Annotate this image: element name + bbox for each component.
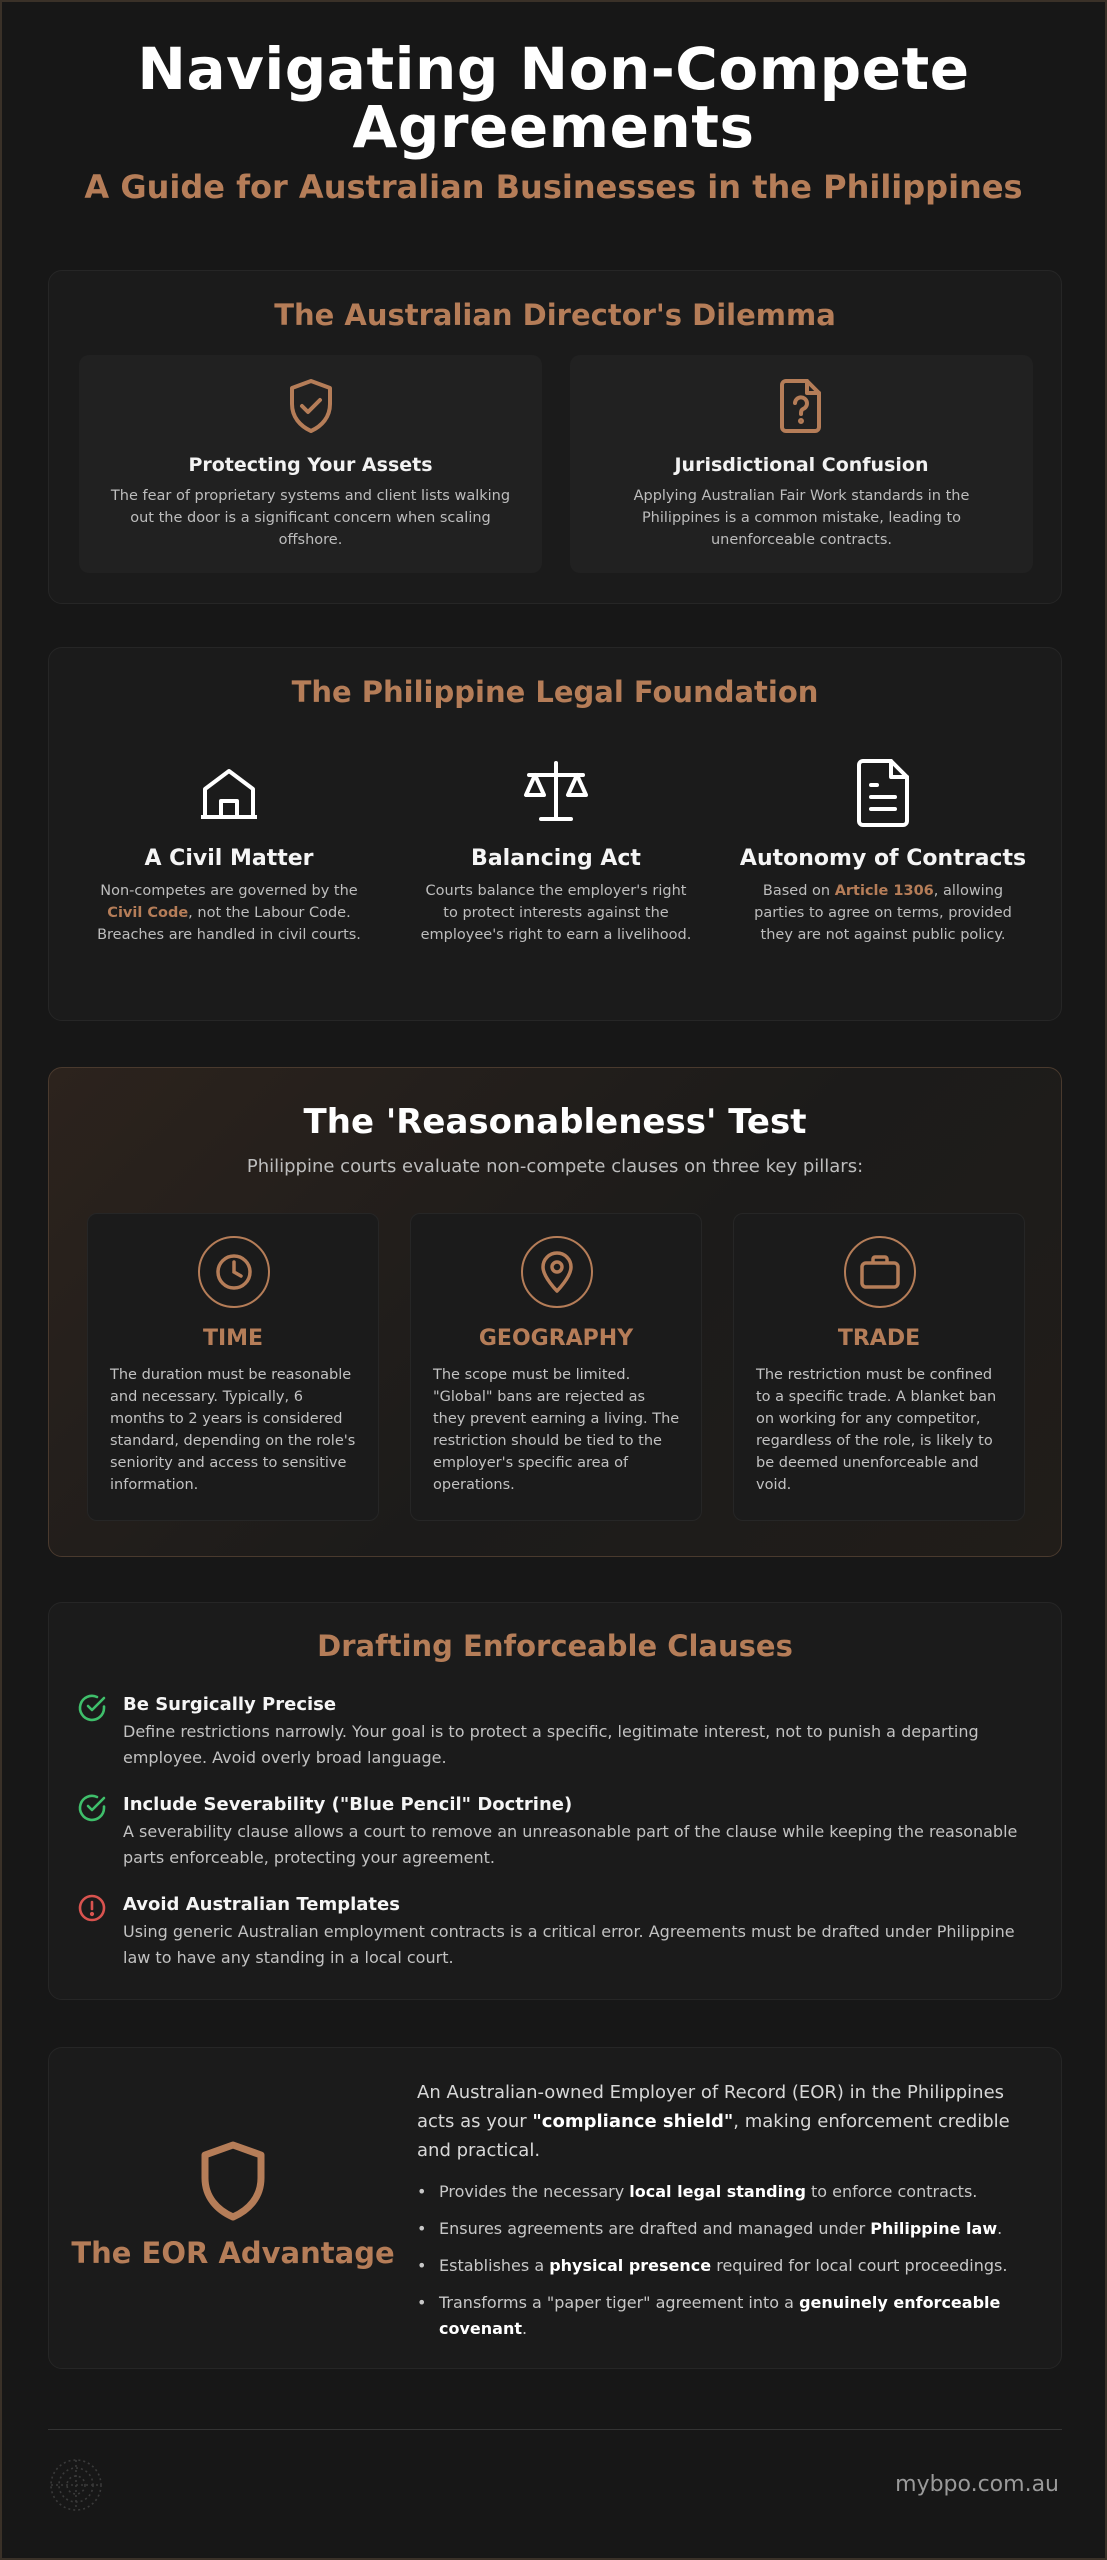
pillar-description: The scope must be limited. "Global" bans are rejected as they prevent earning a living. The restriction should be tied to the employer's specific area of operations. — [433, 1367, 680, 1493]
briefcase-icon — [844, 1236, 916, 1308]
drafting-section — [48, 1602, 1062, 2000]
card-title: Protecting Your Assets — [188, 454, 433, 476]
card-description: The fear of proprietary systems and client lists walking out the door is a significant concern when scaling offshore. — [110, 488, 511, 548]
item-title: Balancing Act — [471, 846, 641, 871]
item-title: Avoid Australian Templates — [123, 1894, 400, 1915]
shield-check-icon — [79, 377, 542, 435]
pillar-title: TRADE — [837, 1326, 921, 1351]
drafting-item-severability — [77, 1793, 1021, 1871]
pillar-trade — [733, 1213, 1025, 1521]
pillar-time — [87, 1213, 379, 1521]
eor-content — [417, 2078, 1031, 2353]
brand-logo[interactable] — [48, 2457, 104, 2513]
hero — [2, 2, 1105, 206]
pillar-title: TIME — [202, 1326, 264, 1351]
pillar-geography — [410, 1213, 702, 1521]
reasonableness-section — [48, 1067, 1062, 1557]
section-title: The 'Reasonableness' Test — [303, 1102, 807, 1142]
item-title: Autonomy of Contracts — [739, 846, 1027, 871]
section-subtitle: Philippine courts evaluate non-compete clauses on three key pillars: — [246, 1156, 864, 1177]
highlight: Article 1306 — [834, 883, 934, 899]
check-circle-icon — [77, 1793, 107, 1823]
dilemma-section — [48, 270, 1062, 604]
pillar-title: GEOGRAPHY — [478, 1326, 634, 1351]
list-item: • Provides the necessary local legal standing to enforce contracts. — [417, 2179, 1031, 2205]
card-title: Jurisdictional Confusion — [674, 454, 929, 476]
eor-title: The EOR Advantage — [71, 2236, 395, 2270]
list-item: • Establishes a physical presence required for local court proceedings. — [417, 2253, 1031, 2279]
eor-benefits-list — [417, 2179, 1031, 2342]
dilemma-card-assets — [79, 355, 542, 573]
legal-item-balancing — [406, 758, 706, 946]
list-item: • Transforms a "paper tiger" agreement into a genuinely enforceable covenant. — [417, 2290, 1031, 2342]
item-description: Using generic Australian employment contracts is a critical error. Agreements must be drafted under Philippine law to have any standing in a local court. — [123, 1922, 1015, 1967]
alert-circle-icon — [77, 1893, 107, 1923]
page-title: Navigating Non-Compete Agreements — [137, 35, 970, 161]
item-title: Include Severability ("Blue Pencil" Doctrine) — [123, 1794, 573, 1815]
section-title: The Australian Director's Dilemma — [274, 298, 836, 332]
item-description: Courts balance the employer's right to protect interests against the employee's right to earn a livelihood. — [420, 883, 692, 943]
page-subtitle: A Guide for Australian Businesses in the Philippines — [84, 168, 1023, 206]
dilemma-card-jurisdiction — [570, 355, 1033, 573]
document-icon — [733, 758, 1033, 828]
legal-item-autonomy — [733, 758, 1033, 946]
pillar-description: The restriction must be confined to a specific trade. A blanket ban on working for any competitor, regardless of the role, is likely to be deemed unenforceable and void. — [756, 1367, 997, 1493]
scales-icon — [406, 758, 706, 828]
clock-icon — [198, 1236, 270, 1308]
footer-divider — [48, 2429, 1062, 2430]
eor-intro: An Australian-owned Employer of Record (EOR) in the Philippines acts as your "compliance shield", making enforcement credible and practical. — [417, 2082, 1010, 2161]
house-icon — [79, 758, 379, 828]
item-description: A severability clause allows a court to remove an unreasonable part of the clause while keeping the reasonable parts enforceable, protecting your agreement. — [123, 1822, 1018, 1867]
item-title: A Civil Matter — [144, 846, 314, 871]
footer-website-link[interactable]: mybpo.com.au — [895, 2472, 1059, 2497]
item-description: Define restrictions narrowly. Your goal is to protect a specific, legitimate interest, not to punish a departing employee. Avoid overly broad language. — [123, 1722, 979, 1767]
highlight: Civil Code — [107, 905, 189, 921]
list-item: • Ensures agreements are drafted and managed under Philippine law. — [417, 2216, 1031, 2242]
item-description: Non-competes are governed by the Civil Code, not the Labour Code. Breaches are handled in civil courts. — [97, 883, 361, 943]
section-title: The Philippine Legal Foundation — [291, 675, 819, 709]
shield-icon — [49, 2140, 417, 2222]
pillar-description: The duration must be reasonable and necessary. Typically, 6 months to 2 years is considered standard, depending on the role's seniority and access to sensitive information. — [110, 1367, 356, 1493]
item-description: Based on Article 1306, allowing parties to agree on terms, provided they are not against public policy. — [754, 883, 1012, 943]
map-pin-icon — [521, 1236, 593, 1308]
card-description: Applying Australian Fair Work standards in the Philippines is a common mistake, leading to unenforceable contracts. — [633, 488, 970, 548]
eor-heading — [49, 2140, 417, 2270]
item-title: Be Surgically Precise — [123, 1694, 337, 1715]
legal-item-civil — [79, 758, 379, 946]
drafting-item-templates — [77, 1893, 1021, 1971]
file-question-icon — [570, 377, 1033, 435]
legal-foundation-section — [48, 647, 1062, 1021]
section-title: Drafting Enforceable Clauses — [317, 1629, 793, 1663]
eor-section — [48, 2047, 1062, 2369]
drafting-item-precise — [77, 1693, 1021, 1771]
check-circle-icon — [77, 1693, 107, 1723]
